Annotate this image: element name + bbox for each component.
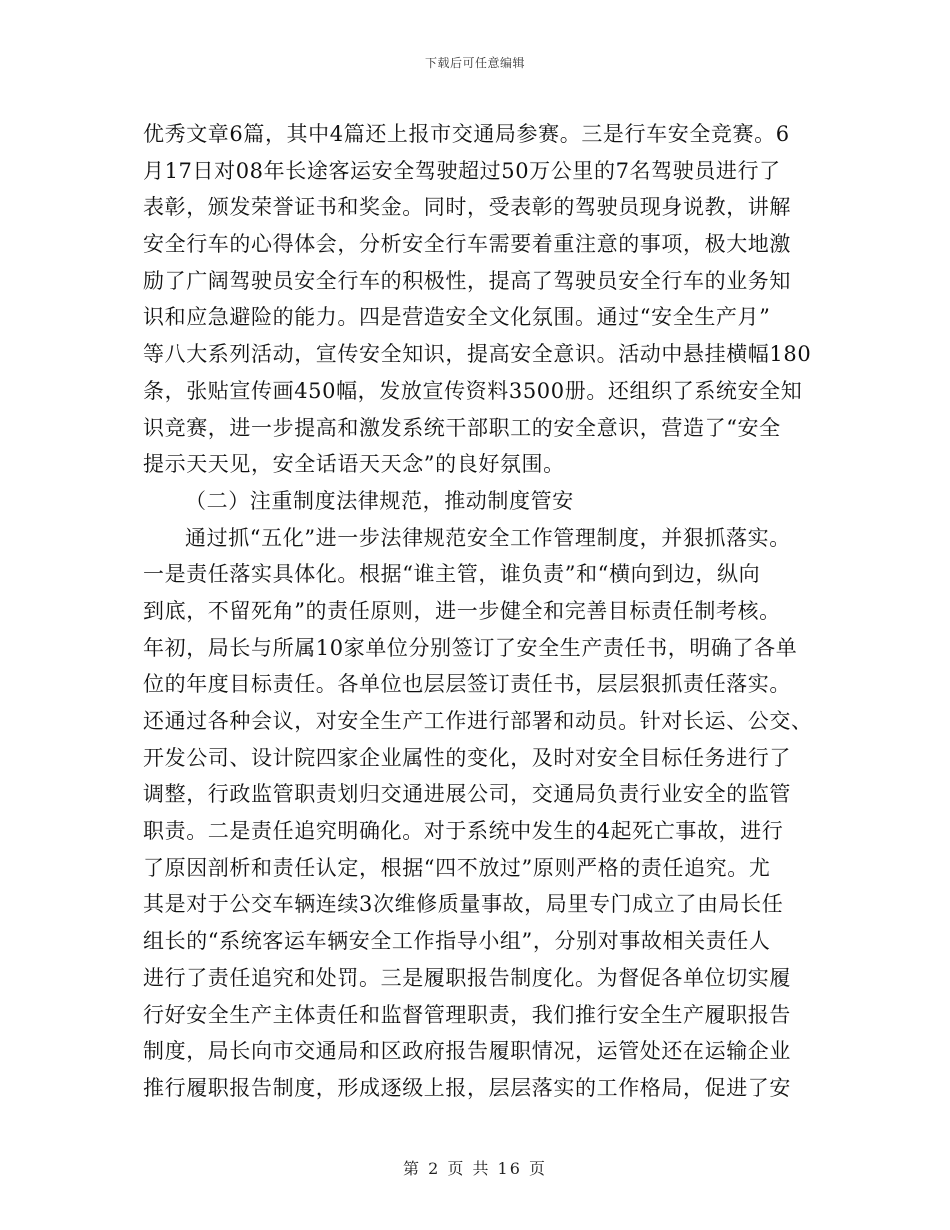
text-line: 优秀文章6篇，其中4篇还上报市交通局参赛。三是行车安全竞赛。6 <box>143 122 790 146</box>
text-line: 表彰，颁发荣誉证书和奖金。同时，受表彰的驾驶员现身说教，讲解 <box>143 195 791 220</box>
text-line: 一是责任落实具体化。根据“谁主管，谁负责”和“横向到边，纵向 <box>143 562 761 587</box>
text-line: 进行了责任追究和处罚。三是履职报告制度化。为督促各单位切实履 <box>143 965 791 990</box>
text-line: 提示天天见，安全话语天天念”的良好氛围。 <box>143 452 565 477</box>
text-line: 组长的“系统客运车辆安全工作指导小组”，分别对事故相关责任人 <box>143 929 771 954</box>
text-line: 还通过各种会议，对安全生产工作进行部署和动员。针对长运、公交、 <box>143 709 813 733</box>
text-line: 励了广阔驾驶员安全行车的积极性，提高了驾驶员安全行车的业务知 <box>143 268 791 293</box>
text-line: 行好安全生产主体责任和监督管理职责，我们推行安全生产履职报告 <box>143 1002 791 1027</box>
text-line: 到底，不留死角”的责任原则，进一步健全和完善目标责任制考核。 <box>143 598 781 623</box>
text-line: 年初，局长与所属10家单位分别签订了安全生产责任书，明确了各单 <box>143 635 798 660</box>
text-line: 职责。二是责任追究明确化。对于系统中发生的4起死亡事故，进行 <box>143 819 784 844</box>
paragraph-start-line: 通过抓“五化”进一步法律规范安全工作管理制度，并狠抓落实。 <box>185 525 791 550</box>
text-line: 安全行车的心得体会，分析安全行车需要着重注意的事项，极大地激 <box>143 232 791 257</box>
text-line: 开发公司、设计院四家企业属性的变化，及时对安全目标任务进行了 <box>143 745 791 770</box>
body-text <box>143 116 813 1107</box>
text-line: 等八大系列活动，宣传安全知识，提高安全意识。活动中悬挂横幅180 <box>143 342 812 367</box>
page-footer: 第 2 页 共 16 页 <box>403 1159 547 1178</box>
text-line: 位的年度目标责任。各单位也层层签订责任书，层层狠抓责任落实。 <box>143 672 791 697</box>
section-heading: （二）注重制度法律规范，推动制度管安 <box>185 488 574 513</box>
text-line: 条，张贴宣传画450幅，发放宣传资料3500册。还组织了系统安全知 <box>143 378 803 403</box>
text-line: 月17日对08年长途客运安全驾驶超过50万公里的7名驾驶员进行了 <box>143 158 781 183</box>
text-line: 推行履职报告制度，形成逐级上报，层层落实的工作格局，促进了安 <box>143 1075 791 1100</box>
text-line: 识和应急避险的能力。四是营造安全文化氛围。通过“安全生产月” <box>143 305 771 330</box>
text-line: 调整，行政监管职责划归交通进展公司，交通局负责行业安全的监管 <box>143 782 791 807</box>
text-line: 其是对于公交车辆连续3次维修质量事故，局里专门成立了由局长任 <box>143 892 784 917</box>
page-header: 下载后可任意编辑 <box>424 56 525 70</box>
text-line: 识竞赛，进一步提高和激发系统干部职工的安全意识，营造了“安全 <box>143 415 781 440</box>
text-line: 了原因剖析和责任认定，根据“四不放过”原则严格的责任追究。尤 <box>143 855 771 880</box>
text-line: 制度，局长向市交通局和区政府报告履职情况，运管处还在运输企业 <box>143 1039 791 1064</box>
